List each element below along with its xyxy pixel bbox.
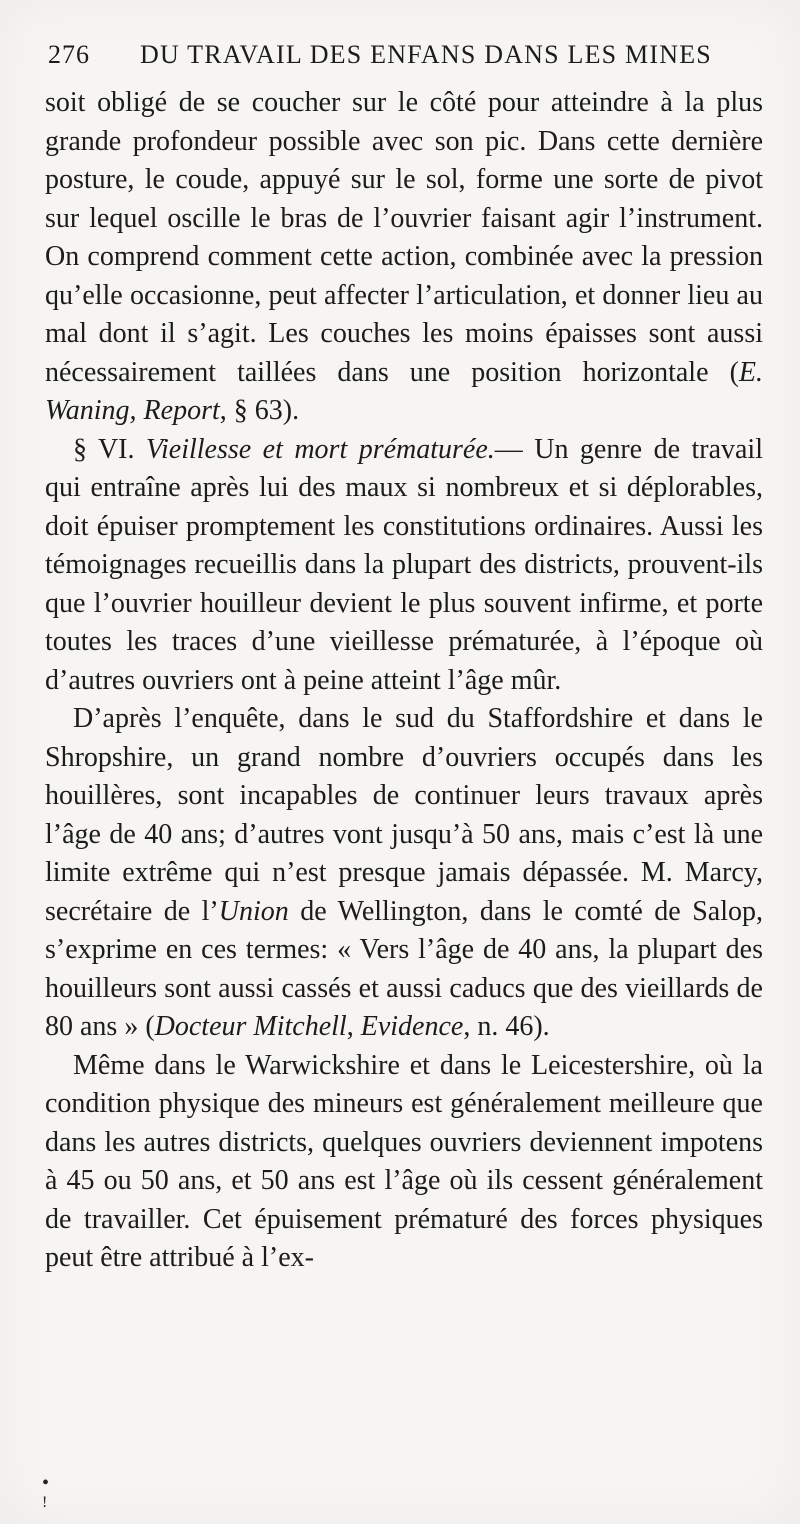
paragraph-1 [45,84,763,431]
run-italic: Union [218,895,289,927]
page-header [48,40,752,76]
paragraph-3 [45,700,763,1047]
section-title: Vieillesse et mort prématurée. [145,433,495,465]
running-title: DU TRAVAIL DES ENFANS DANS LES MINES [140,40,712,69]
paragraph-2 [45,431,763,701]
run: , § 63). [219,395,300,426]
run-italic: E. Waning, Report [45,356,763,426]
run-italic: Evidence [360,1011,464,1042]
ink-speck: ǃ [42,1494,48,1511]
run: , n. 46). [463,1011,550,1042]
run: D’après l’enquête, dans le sud du Staffordshire et dans le Shropshire, un grand nombre d’ouvriers occupés dans les houillères, sont incapables de continuer leurs travaux après l’âge de 40 ans; d’autres vont jusqu’à 50 ans, mais c’est là une limite extrême qui n’est presque jamais dépassée. M. Marcy, secrétaire de l’ [45,703,763,927]
run: de Wellington, dans le comté de Salop, s’exprime en ces termes: « Vers l’âge de 40 ans, la plupart des houilleurs sont aussi cassés et aussi caducs que des vieillards de 80 ans » ( [45,895,763,1042]
paragraph-4 [45,1047,763,1278]
run: Même dans le Warwickshire et dans le Leicestershire, où la condition physique des mineurs est généralement meilleure que dans les autres districts, quelques ouvriers deviennent impotens à 45 ou 50 ans, et 50 ans est l’âge où ils cessent généralement de travailler. Cet épuisement prématuré des forces physiques peut être attribué à l’ex- [45,1049,763,1273]
run: — Un genre de travail qui entraîne après lui des maux si nombreux et si déplorables, doit épuiser promptement les constitutions ordinaires. Aussi les témoignages recueillis dans la plupart des districts, prouvent-ils que l’ouvrier houilleur devient le plus souvent infirme, et porte toutes les traces d’une vieillesse prématurée, à l’époque où d’autres ouvriers ont à peine atteint l’âge mûr. [45,433,763,696]
ink-speck: • [42,1472,50,1494]
run: , [346,1011,361,1042]
run: soit obligé de se coucher sur le côté pour atteindre à la plus grande profondeur possible avec son pic. Dans cette dernière posture, le coude, appuyé sur le sol, forme une sorte de pivot sur lequel oscille le bras de l’ouvrier faisant agir l’instrument. On comprend comment cette action, combinée avec la pression qu’elle occasionne, peut affecter l’articulation, et donner lieu au mal dont il s’agit. Les couches les moins épaisses sont aussi nécessairement taillées dans une position horizontale ( [45,87,763,388]
body-text [45,84,763,1278]
run-italic: Docteur Mitchell [154,1011,347,1042]
page-number: 276 [48,40,90,69]
section-number: § VI. [73,433,146,465]
